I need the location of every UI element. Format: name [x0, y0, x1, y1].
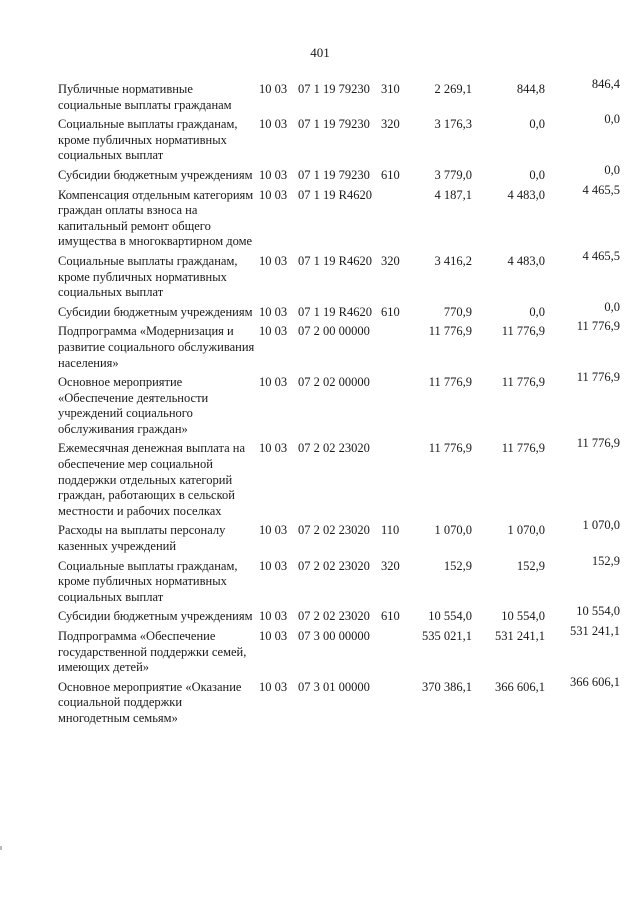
row-name: Социальные выплаты гражданам, кроме публичных нормативных социальных выплат [58, 117, 238, 163]
margin-mark [0, 846, 2, 850]
amount-year-1: 3 176,3 [434, 117, 472, 132]
target-article-code: 07 1 19 R4620 [298, 304, 372, 319]
row-name: Основное мероприятие «Оказание социальной поддержки многодетным семьям» [58, 679, 242, 725]
table-row [0, 162, 640, 182]
amount-year-1: 4 187,1 [434, 187, 472, 202]
section-code: 10 03 [259, 441, 288, 456]
page-number: 401 [310, 45, 330, 60]
table-row [0, 518, 640, 554]
target-article-code: 07 2 02 23020 [298, 441, 370, 456]
expense-type-code: 610 [381, 304, 400, 319]
row-name: Подпрограмма «Модернизация и развитие социального обслуживания населения» [58, 324, 255, 370]
expense-type-code: 310 [381, 82, 400, 96]
amount-year-1: 3 416,2 [434, 253, 472, 268]
row-name: Социальные выплаты гражданам, кроме публичных нормативных социальных выплат [58, 253, 238, 300]
section-code: 10 03 [259, 167, 288, 182]
amount-year-3: 11 776,9 [576, 436, 620, 451]
row-name: Основное мероприятие «Обеспечение деятельности учреждений социального обслуживания граждан» [58, 375, 209, 436]
row-name: Субсидии бюджетным учреждениям [58, 167, 253, 182]
target-article-code: 07 2 02 00000 [298, 375, 370, 390]
target-article-code: 07 2 02 23020 [298, 558, 370, 573]
row-name: Расходы на выплаты персоналу казенных учреждений [58, 523, 226, 554]
amount-year-3: 0,0 [604, 112, 620, 127]
amount-year-1: 152,9 [443, 558, 472, 573]
amount-year-2: 0,0 [529, 304, 545, 319]
amount-year-1: 535 021,1 [422, 629, 472, 643]
row-name: Компенсация отдельным категориям граждан оплаты взноса на капитальный ремонт общего имущества в многоквартирном доме [58, 187, 254, 249]
row-name: Публичные нормативные социальные выплаты гражданам [58, 82, 232, 112]
table-row [0, 77, 640, 112]
target-article-code: 07 1 19 R4620 [298, 187, 372, 202]
amount-year-3: 152,9 [591, 553, 620, 568]
table-row [0, 112, 640, 163]
amount-year-3: 11 776,9 [576, 319, 620, 334]
expense-type-code: 320 [381, 253, 400, 268]
amount-year-2: 0,0 [529, 117, 545, 132]
table-row [0, 624, 640, 675]
target-article-code: 07 2 00 00000 [298, 324, 370, 339]
row-name: Ежемесячная денежная выплата на обеспечение мер социальной поддержки отдельных категорий граждан, работающих в сельской местности и рабочих поселках [58, 441, 245, 518]
amount-year-2: 11 776,9 [501, 375, 545, 390]
amount-year-1: 2 269,1 [434, 82, 472, 96]
amount-year-1: 11 776,9 [428, 324, 472, 339]
target-article-code: 07 1 19 79230 [298, 167, 370, 182]
row-name: Социальные выплаты гражданам, кроме публичных нормативных социальных выплат [58, 558, 238, 604]
table-row [0, 319, 640, 370]
table-row [0, 370, 640, 436]
target-article-code: 07 3 00 00000 [298, 629, 370, 643]
amount-year-3: 11 776,9 [576, 370, 620, 385]
row-name: Подпрограмма «Обеспечение государственной поддержки семей, имеющих детей» [58, 629, 247, 675]
amount-year-1: 11 776,9 [428, 441, 472, 456]
table-row [0, 299, 640, 319]
amount-year-2: 4 483,0 [507, 253, 545, 268]
table-row [0, 553, 640, 604]
target-article-code: 07 1 19 79230 [298, 82, 370, 96]
table-row [0, 674, 640, 725]
section-code: 10 03 [259, 679, 288, 694]
table-row [0, 182, 640, 249]
amount-year-3: 366 606,1 [570, 674, 620, 689]
amount-year-2: 366 606,1 [495, 679, 545, 694]
target-article-code: 07 1 19 R4620 [298, 253, 372, 268]
table-row [0, 604, 640, 624]
expense-type-code: 110 [381, 523, 400, 538]
target-article-code: 07 3 01 00000 [298, 679, 370, 694]
amount-year-2: 0,0 [529, 167, 545, 182]
amount-year-3: 0,0 [604, 299, 620, 314]
amount-year-3: 10 554,0 [576, 604, 620, 619]
amount-year-2: 844,8 [516, 82, 545, 96]
amount-year-1: 1 070,0 [434, 523, 472, 538]
expense-type-code: 610 [381, 167, 400, 182]
section-code: 10 03 [259, 558, 288, 573]
target-article-code: 07 1 19 79230 [298, 117, 370, 132]
amount-year-1: 10 554,0 [428, 609, 472, 624]
amount-year-3: 4 465,5 [582, 182, 620, 197]
amount-year-3: 0,0 [604, 162, 620, 177]
row-name: Субсидии бюджетным учреждениям [58, 609, 253, 624]
amount-year-3: 531 241,1 [570, 624, 620, 638]
amount-year-2: 11 776,9 [501, 324, 545, 339]
amount-year-1: 11 776,9 [428, 375, 472, 390]
section-code: 10 03 [259, 253, 288, 268]
expense-type-code: 320 [381, 117, 400, 132]
section-code: 10 03 [259, 324, 288, 339]
amount-year-1: 370 386,1 [422, 679, 472, 694]
section-code: 10 03 [259, 117, 288, 132]
expense-type-code: 320 [381, 558, 400, 573]
amount-year-2: 4 483,0 [507, 187, 545, 202]
target-article-code: 07 2 02 23020 [298, 523, 370, 538]
amount-year-1: 770,9 [443, 304, 472, 319]
table-row [0, 248, 640, 300]
amount-year-2: 1 070,0 [507, 523, 545, 538]
section-code: 10 03 [259, 629, 288, 643]
amount-year-3: 4 465,5 [582, 248, 620, 263]
amount-year-1: 3 779,0 [434, 167, 472, 182]
section-code: 10 03 [259, 609, 288, 624]
amount-year-2: 11 776,9 [501, 441, 545, 456]
amount-year-2: 10 554,0 [501, 609, 545, 624]
budget-table [0, 77, 640, 725]
section-code: 10 03 [259, 304, 288, 319]
amount-year-2: 531 241,1 [495, 629, 545, 643]
section-code: 10 03 [259, 82, 288, 96]
section-code: 10 03 [259, 375, 288, 390]
target-article-code: 07 2 02 23020 [298, 609, 370, 624]
expense-type-code: 610 [381, 609, 400, 624]
amount-year-3: 1 070,0 [582, 518, 620, 533]
table-row [0, 436, 640, 518]
amount-year-3: 846,4 [591, 77, 620, 91]
section-code: 10 03 [259, 187, 288, 202]
amount-year-2: 152,9 [516, 558, 545, 573]
section-code: 10 03 [259, 523, 288, 538]
row-name: Субсидии бюджетным учреждениям [58, 304, 253, 319]
